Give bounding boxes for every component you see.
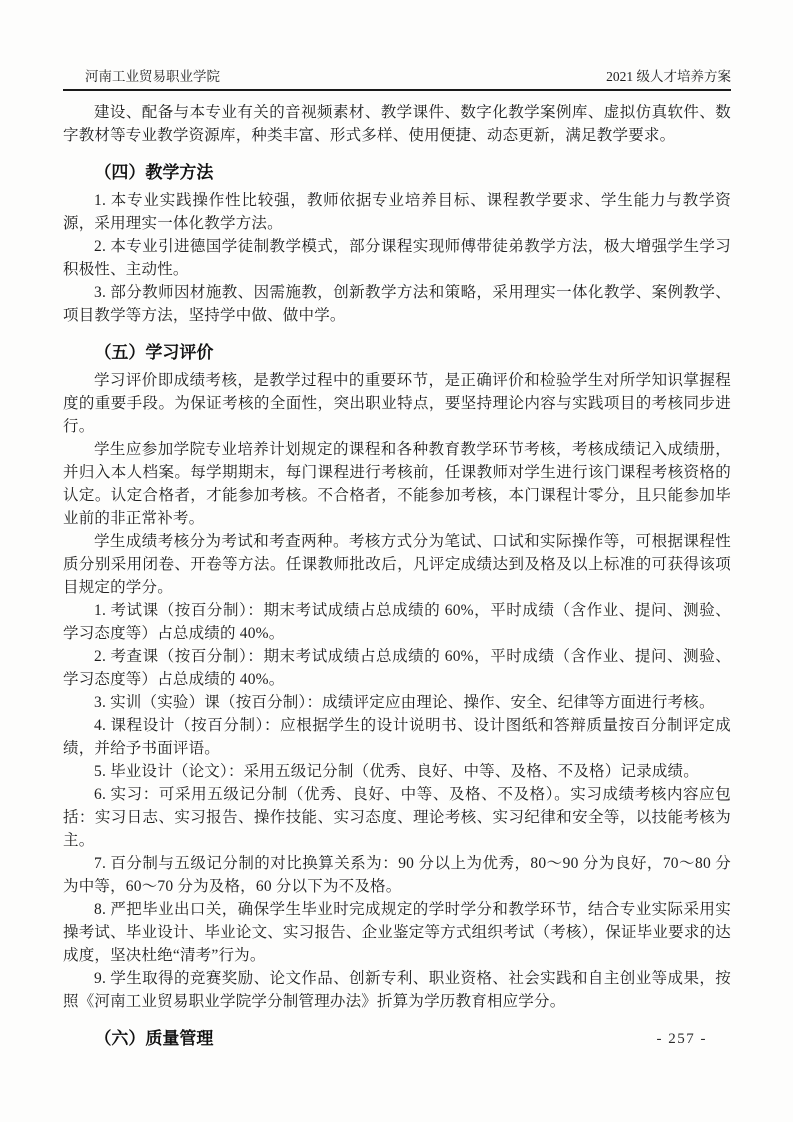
body-paragraph: 1. 本专业实践操作性比较强，教师依据专业培养目标、课程教学要求、学生能力与教学资源，采用理实一体化教学方法。 xyxy=(63,192,731,232)
body-paragraph: 7. 百分制与五级记分制的对比换算关系为：90 分以上为优秀，80～90 分为良好，70～80 分为中等，60～70 分为及格，60 分以下为不及格。 xyxy=(63,855,731,895)
page-number: - 257 - xyxy=(656,1031,707,1047)
body-paragraph: 3. 部分教师因材施教、因需施教，创新教学方法和策略，采用理实一体化教学、案例教学、项目教学等方法，坚持学中做、做中学。 xyxy=(63,284,731,324)
section-heading: （四）教学方法 xyxy=(94,163,214,182)
body-paragraph: 2. 考查课（按百分制）：期末考试成绩占总成绩的 60%，平时成绩（含作业、提问、测验、学习态度等）占总成绩的 40%。 xyxy=(63,648,731,688)
body-paragraph: 学生应参加学院专业培养计划规定的课程和各种教育教学环节考核，考核成绩记入成绩册，并归入本人档案。每学期期末，每门课程进行考核前，任课教师对学生进行该门课程考核资格的认定。认定合格者，才能参加考核。不合格者，不能参加考核，本门课程计零分，且只能参加毕业前的非正常补考。 xyxy=(63,441,731,527)
section-heading: （六）质量管理 xyxy=(94,1029,214,1048)
body-paragraph: 8. 严把毕业出口关，确保学生毕业时完成规定的学时学分和教学环节，结合专业实际采用实操考试、毕业设计、毕业论文、实习报告、企业鉴定等方式组织考试（考核），保证毕业要求的达成度，坚决杜绝“清考”行为。 xyxy=(63,901,731,964)
header-plan-title: 2021 级人才培养方案 xyxy=(606,69,731,84)
body-paragraph: 3. 实训（实验）课（按百分制）：成绩评定应由理论、操作、安全、纪律等方面进行考核。 xyxy=(94,694,715,711)
body-paragraph: 6. 实习：可采用五级记分制（优秀、良好、中等、及格、不及格）。实习成绩考核内容应包括：实习日志、实习报告、操作技能、实习态度、理论考核、实习纪律和安全等，以技能考核为主。 xyxy=(63,786,731,849)
body-paragraph: 4. 课程设计（按百分制）：应根据学生的设计说明书、设计图纸和答辩质量按百分制评定成绩，并给予书面评语。 xyxy=(63,717,731,757)
body-paragraph: 9. 学生取得的竞赛奖励、论文作品、创新专利、职业资格、社会实践和自主创业等成果，按照《河南工业贸易职业学院学分制管理办法》折算为学历教育相应学分。 xyxy=(63,970,731,1010)
body-paragraph: 5. 毕业设计（论文）：采用五级记分制（优秀、良好、中等、及格、不及格）记录成绩。 xyxy=(94,763,699,780)
body-paragraph: 学生成绩考核分为考试和考查两种。考核方式分为笔试、口试和实际操作等，可根据课程性质分别采用闭卷、开卷等方法。任课教师批改后，凡评定成绩达到及格及以上标准的可获得该项目规定的学分。 xyxy=(63,533,731,596)
body-paragraph: 2. 本专业引进德国学徒制教学模式，部分课程实现师傅带徒弟教学方法，极大增强学生学习积极性、主动性。 xyxy=(63,238,731,278)
section-heading: （五）学习评价 xyxy=(94,343,214,362)
page-header xyxy=(63,68,731,86)
header-school-name: 河南工业贸易职业学院 xyxy=(85,69,220,84)
header-divider xyxy=(63,89,731,91)
document-body xyxy=(63,101,731,1055)
body-paragraph: 建设、配备与本专业有关的音视频素材、教学课件、数字化教学案例库、虚拟仿真软件、数字教材等专业教学资源库，种类丰富、形式多样、使用便捷、动态更新，满足教学要求。 xyxy=(63,104,731,144)
body-paragraph: 1. 考试课（按百分制）：期末考试成绩占总成绩的 60%，平时成绩（含作业、提问、测验、学习态度等）占总成绩的 40%。 xyxy=(63,602,731,642)
page-footer xyxy=(657,1031,708,1048)
body-paragraph: 学习评价即成绩考核，是教学过程中的重要环节，是正确评价和检验学生对所学知识掌握程度的重要手段。为保证考核的全面性，突出职业特点，要坚持理论内容与实践项目的考核同步进行。 xyxy=(63,372,731,435)
